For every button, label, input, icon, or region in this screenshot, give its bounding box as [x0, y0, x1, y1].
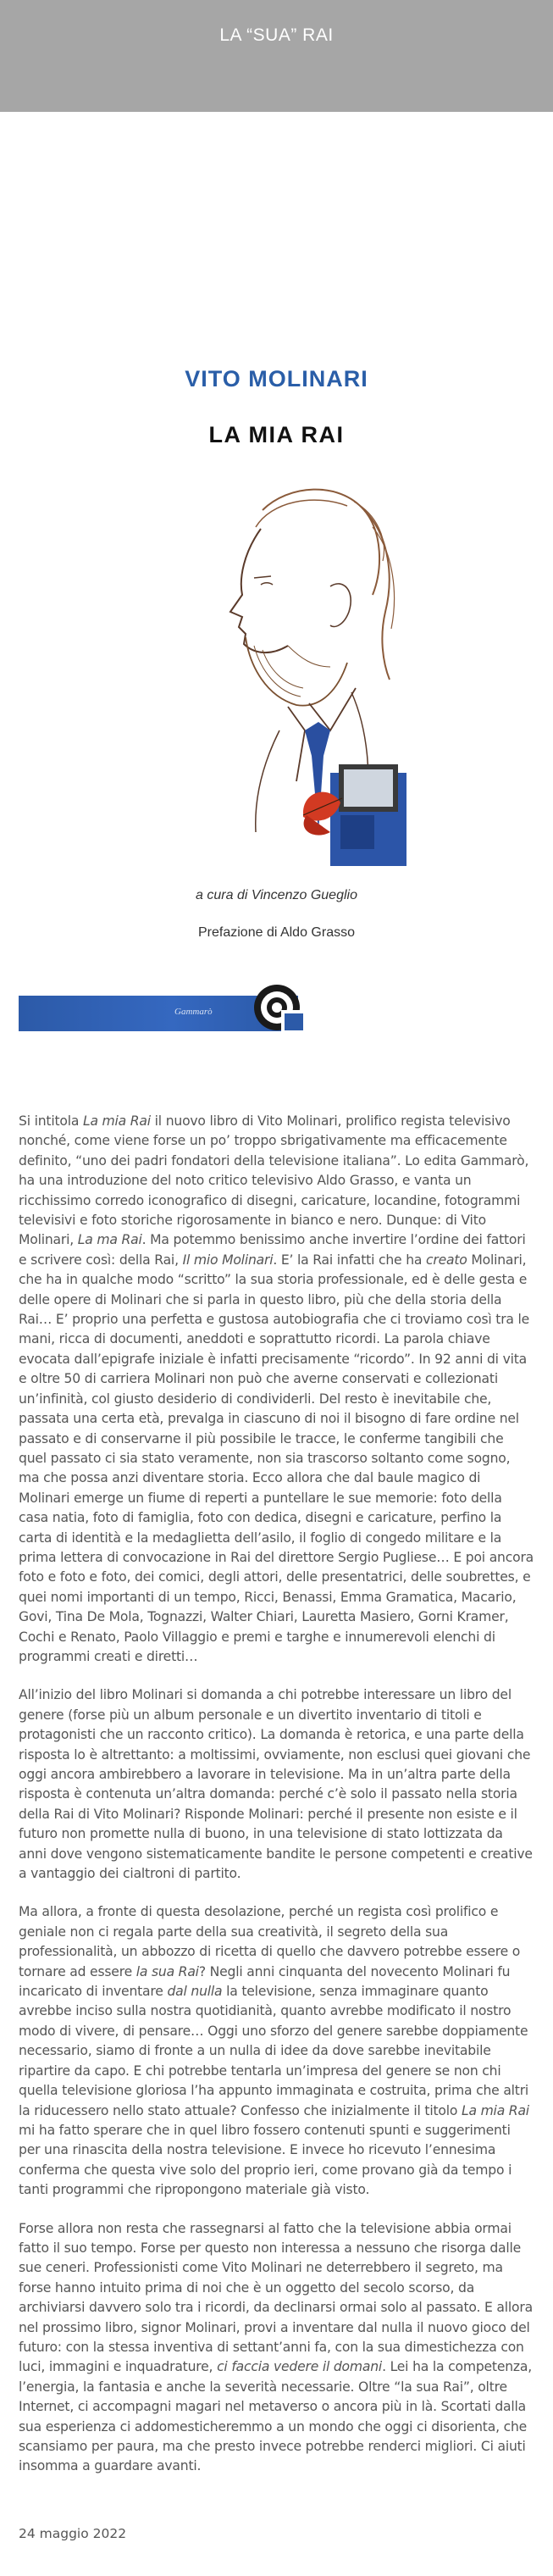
page-header	[0, 0, 553, 112]
book-author: VITO MOLINARI	[185, 366, 368, 391]
book-curator: a cura di Vincenzo Gueglio	[196, 888, 357, 902]
publisher-name: Gammarò	[174, 1007, 213, 1017]
article-paragraph: Si intitola La mia Rai il nuovo libro di Vito Molinari, prolifico regista televisivo nonché, come viene forse un po’ troppo sbrigativamente ma efficacemente definito, “uno dei padri fondatori della televisione italiana”. Lo edita Gammarò, ha una introduzione del noto critico televisivo Aldo Grasso, e vanta un ricchissimo corredo iconografico di disegni, caricature, locandine, fotogrammi televisivi e foto storiche rigorosamente in bianco e nero. Dunque: di Vito Molinari, La ma Rai. Ma potemmo benissimo anche invertire l’ordine dei fattori e scrivere così: della Rai, Il mio Molinari. E’ la Rai infatti che ha creato Molinari, che ha in qualche modo “scritto” la sua storia professionale, ed è delle gesta e delle opere di Molinari che si parla in questo libro, più che della storia della Rai… E’ proprio una perfetta e gustosa autobiografia che ci troviamo così tra le mani, ricca di documenti, aneddoti e soprattutto ricordi. La parola chiave evocata dall’epigrafe iniziale è infatti precisamente “ricordo”. In 92 anni di vita e oltre 50 di carriera Molinari non può che averne conservati e collezionati un’infinità, col giusto desiderio di condividerli. Del resto è inevitabile che, passata una certa età, prevalga in ciascuno di noi il bisogno di fare ordine nel passato e di conservarne il più possibile le tracce, le conferme tangibili che quel passato ci sia stato veramente, non sia trascorso soltanto come sogno, ma che possa anzi diventare storia. Ecco allora che dal baule magico di Molinari emerge un fiume di reperti a puntellare le sue memorie: foto della casa natia, foto di famiglia, foto con dedica, disegni e caricature, perfino la carta di identità e la medaglietta dell’asilo, il foglio di congedo militare e la prima lettera di convocazione in Rai del direttore Sergio Pugliese… E poi ancora foto e foto e foto, dei comici, degli attori, delle presentatrici, delle soubrettes, e quei nomi importanti di un tempo, Ricci, Benassi, Emma Gramatica, Macario, Govi, Tina De Mola, Tognazzi, Walter Chiari, Lauretta Masiero, Gorni Kramer, Cochi e Renato, Paolo Villaggio e premi e targhe e innumerevoli elenchi di programmi creati e diretti…	[19, 1113, 534, 1664]
emphasis-text: ci faccia vedere il domani	[217, 2359, 383, 2375]
emphasis-text: dal nulla	[167, 1984, 223, 2000]
emphasis-text: La ma Rai	[77, 1232, 142, 1248]
article-body	[0, 1052, 553, 2477]
book-title: LA MIA RAI	[208, 422, 345, 447]
emphasis-text: la sua Rai	[135, 1963, 199, 1979]
publication-date: 24 maggio 2022	[19, 2525, 127, 2541]
portrait-sketch-icon	[161, 476, 415, 883]
page-title: LA “SUA” RAI	[219, 25, 334, 45]
book-preface: Prefazione di Aldo Grasso	[198, 925, 355, 940]
book-cover	[0, 112, 553, 959]
article-paragraph: Ma allora, a fronte di questa desolazione, perché un regista così prolifico e geniale non ci regala parte della sua creatività, il segreto della sua professionalità, un abbozzo di ricetta di quello che davvero potrebbe essere o tornare ad essere la sua Rai? Negli anni cinquanta del novecento Molinari fu incaricato di inventare dal nulla la televisione, senza immaginare quanto avrebbe inciso sulla nostra quotidianità, quanto avrebbe modificato il nostro modo di vivere, di pensare… Oggi uno sforzo del genere sarebbe doppiamente necessario, siamo di fronte a un nulla di idee da dove sarebbe inevitabile ripartire da capo. E chi potrebbe tentarla un’impresa del genere se non chi quella televisione gloriosa l’ha appunto immaginata e costruita, prima che altri la riducessero nello stato attuale? Confesso che inizialmente il titolo La mia Rai mi ha fatto sperare che in quel libro fossero contenuti spunti e suggerimenti per una rinascita della nostra televisione. E invece ho ricevuto l’ennesima conferma che questa vive solo del proprio ieri, come provano già da tempo i tanti programmi che ripropongono materiale già visto.	[19, 1904, 529, 2198]
gammaro-logo-icon	[251, 980, 303, 1032]
emphasis-text: La mia Rai	[82, 1113, 151, 1129]
emphasis-text: La mia Rai	[461, 2102, 529, 2118]
publisher-bar	[0, 959, 553, 1052]
article-paragraph: All’inizio del libro Molinari si domanda a chi potrebbe interessare un libro del genere (forse più un album personale e un divertito inventario di titoli e protagonisti che un racconto critico). La domanda è retorica, e una parte della risposta lo è altrettanto: a moltissimi, ovviamente, non esclusi quei giovani che oggi ancora ambirebbero a lavorare in televisione. Ma in un’altra parte della risposta è contenuta un’altra domanda: perché c’è solo il passato nella storia della Rai di Vito Molinari? Risponde Molinari: perché il presente non esiste e il futuro non promette nulla di buono, in una televisione di stato lottizzata da anni dove vengono sistematicamente bandite le persone competenti e creative a vantaggio dei cialtroni di partito.	[19, 1687, 533, 1882]
emphasis-text: creato	[426, 1252, 467, 1268]
article-paragraph: Forse allora non resta che rassegnarsi al fatto che la televisione abbia ormai fatto il suo tempo. Forse per questo non interessa a nessuno che risorga dalle sue ceneri. Professionisti come Vito Molinari ne deterrebbero il segreto, ma forse hanno intuito prima di noi che è un oggetto del secolo scorso, da archiviarsi davvero solo tra i ricordi, da declinarsi ormai solo al passato. E allora nel prossimo libro, signor Molinari, provi a inventare dal nulla il nuovo gioco del futuro: con la stessa inventiva di settant’anni fa, con la sua dimestichezza con luci, immagini e inquadrature, ci faccia vedere il domani. Lei ha la competenza, l’energia, la fantasia e anche la severità necessarie. Oltre “la sua Rai”, oltre Internet, ci accompagni magari nel metaverso o ancora più in là. Scortati dalla sua esperienza ci addomesticheremmo a un mondo che oggi ci disorienta, che scansiamo per paura, ma che presto invece potrebbe renderci migliori. Ci aiuti insomma a guardare avanti.	[19, 2220, 533, 2474]
emphasis-text: Il mio Molinari	[182, 1252, 274, 1268]
